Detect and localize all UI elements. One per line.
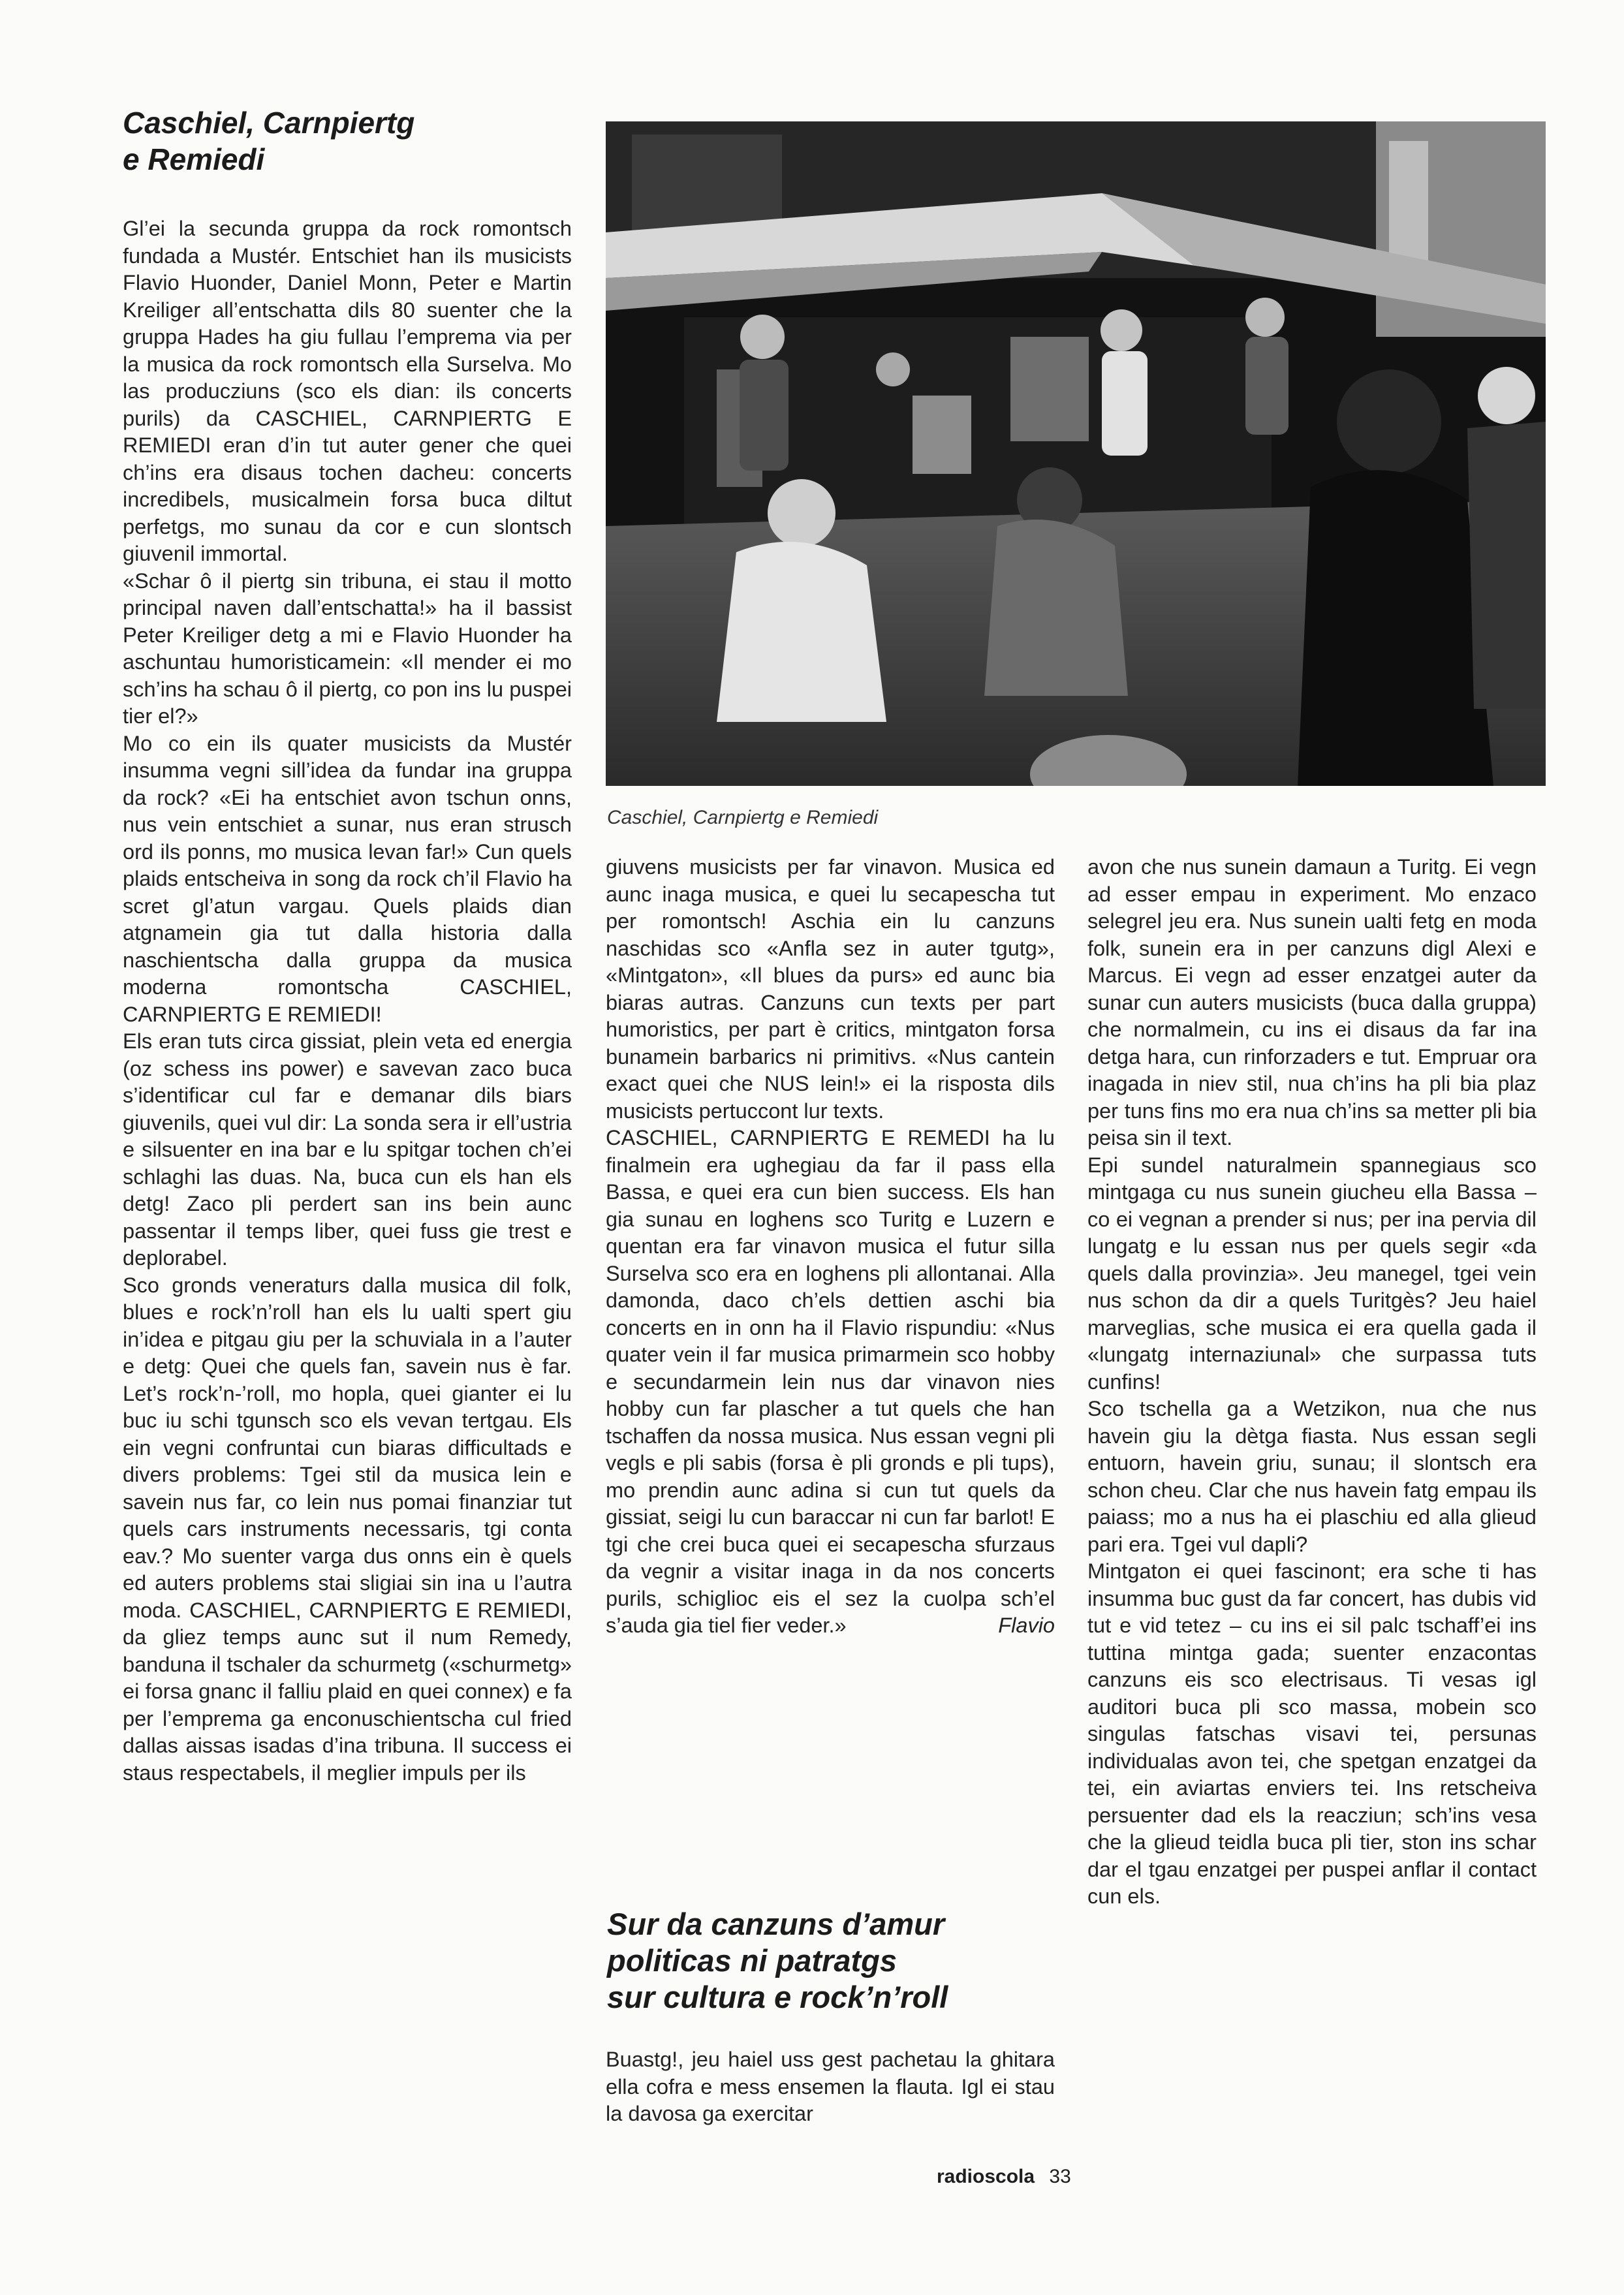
article-title — [123, 104, 462, 178]
paragraph: Gl’ei la secunda gruppa da rock romontsch fundada a Mustér. Entschiet han ils musicists Flavio Huonder, Daniel Monn, Peter e Martin Kreiliger all’entschatta dils 80 suenter che la gruppa Hades ha giu fullau l’emprema via per la musica da rock romontsch ella Surselva. Mo las producziuns (sco els dian: ils concerts purils) da CASCHIEL, CARNPIERTG E REMIEDI eran d’in tut auter gener che quei ch’ins era disaus tochen dacheu: concerts incredibels, musicalmein forsa buca diltut perfetgs, mo sunau da cor e cun slontsch giuvenil immortal. — [123, 217, 572, 565]
article-2-title — [607, 1906, 999, 2016]
paragraph-text: CASCHIEL, CARNPIERTG E REMEDI ha lu finalmein era ughegiau da far il pass ella Bassa, e quei era cun bien success. Els han gia sunau en loghens sco Turitg e Luzern e quentan era far vinavon musica el futur silla Surselva sco era en loghens pli allontanai. Alla damonda, daco ch’els dettien aschi bia concerts en in onn ha il Flavio rispundiu: «Nus quater vein il far musica primarmein sco hobby e secundarmein lein nus dar vinavon nies hobby cun far plascher a tut quels che han tschaffen da nossa musica. Nus essan vegni pli vegls e pli sabis (forsa è pli gronds e pli tups), mo prendin aunc adina si cun tut quels da gissiat, seigi lu cun baraccar ni cun far barlot! E tgi che crei buca quei ei secapescha sfurzaus da vegnir a visitar inaga in da nos concerts purils, schiglioc eis el sez la cuolpa sch’el s’auda gia tiel fier veder.» — [606, 1126, 1055, 1637]
paragraph: Mo co ein ils quater musicists da Mustér insumma vegni sill’idea da fundar ina gruppa da rock? «Ei ha entschiet avon tschun onns, nus vein entschiet a sunar, nus eran strusch ord ils ponns, mo musica levan far!» Cun quels plaids entscheiva in song da rock ch’il Flavio ha scret gl’atun vargau. Quels plaids dian atgnamein gia tut dalla historia dalla naschientscha dalla gruppa da musica moderna romontscha CASCHIEL, CARNPIERTG E REMIEDI! — [123, 731, 572, 1026]
article-2-intro — [606, 2046, 1055, 2128]
concert-photo — [606, 121, 1546, 786]
photo-caption: Caschiel, Carnpiertg e Remiedi — [607, 807, 879, 828]
article-2-title-line3: sur cultura e rock’n’roll — [607, 1980, 948, 2014]
paragraph: Sco gronds veneraturs dalla musica dil folk, blues e rock’n’roll han els lu ualti spert giu in’idea e pitgau giu per la schuviala in a l’auter e detg: Quei che quels fan, savein nus è far. Let’s rock’n-’roll, mo hopla, quei gianter ei lu buc iu schi tgunsch sco els vevan tertgau. Els ein vegni confruntai cun biaras difficultads e divers problems: Tgei stil da musica lein e savein nus far, co lein nus pomai finanziar tut quels cars instruments necessaris, tgi conta eav.? Mo suenter varga dus onns ein è quels ed auters problems stai sligiai sin ina u l’autra moda. CASCHIEL, CARNPIERTG E REMIEDI, da gliez temps aunc sut il num Remedy, banduna il tschaler da schurmetg («schurmetg» ei forsa gnanc il falliu plaid en quei connex) e fa per l’emprema ga enconuschientscha cul fried dallas aissas isadas d’ina tribuna. Il success ei staus respectabels, il meglier impuls per ils — [123, 1273, 572, 1785]
author-signature: Flavio — [998, 1614, 1055, 1637]
paragraph: Buastg!, jeu haiel uss gest pachetau la ghitara ella cofra e mess ensemen la flauta. Igl ei stau la davosa ga exercitar — [606, 2048, 1055, 2125]
article-column-1 — [123, 215, 572, 1787]
paragraph: Mintgaton ei quei fascinont; era sche ti has insumma buc gust da far concert, has dubis vid tut e vid tetez – cu ins ei sil palc tschaff’ei ins tuttina mintga gada; suenter enzacontas canzuns eis sco electrisaus. Ti vesas igl auditori buca pli sco massa, mobein sco singulas fatschas visavi tei, persunas individualas avon tei, che spetgan enzatgei da tei, ein aviartas enviers tei. Ins retscheiva persuenter dad els la reacziun; sch’ins vesa che la glieud teidla buca pli tier, ston ins schar dar el tgau enzatgei per puspei anflar il contact cun els. — [1087, 1559, 1537, 1908]
article-2-title-line1: Sur da canzuns d’amur — [607, 1907, 945, 1941]
article-2-title-line2: politicas ni patratgs — [607, 1943, 897, 1978]
paragraph: Sco tschella ga a Wetzikon, nua che nus havein giu la dètga fiasta. Nus essan segli entuorn, havein griu, sunau; il slontsch era schon cheu. Clar che nus havein fatg empau ils paiass; mo a nus ha ei plaschiu ed alla glieud pari era. Tgei vul dapli? — [1087, 1397, 1537, 1556]
page-footer — [937, 2166, 1071, 2188]
paragraph — [606, 1125, 1055, 1640]
paragraph: giuvens musicists per far vinavon. Musica ed aunc inaga musica, e quei lu secapescha tut per romontsch! Aschia ein lu canzuns naschidas sco «Anfla sez in auter tgutg», «Mintgaton», «Il blues da purs» ed aunc bia biaras autras. Canzuns cun texts per part humoristics, per part è critics, mintgaton forsa bunamein barbarics ni primitivs. «Nus cantein exact quei che NUS lein!» ei la risposta dils musicists pertuccont lur texts. — [606, 855, 1055, 1123]
article-title-line2: e Remiedi — [123, 142, 265, 176]
publication-name: radioscola — [937, 2166, 1035, 2187]
paragraph: avon che nus sunein damaun a Turitg. Ei vegn ad esser empau in experiment. Mo enzaco selegrel jeu era. Nus sunein ualti fetg en moda folk, sunein era in per canzuns digl Alexi e Marcus. Ei vegn ad esser enzatgei auter da sunar cun auters musicists (buca dalla gruppa) che normalmein, cu ins ei disaus da far ina detga hara, cun rinforzaders e tut. Empruar ora inagada in niev stil, nua ch’ins ha pli bia plaz per tuns fins mo era nua ch’ins sa metter pli bia peisa sin il text. — [1087, 855, 1537, 1149]
article-column-3 — [1087, 854, 1537, 1911]
concert-photo-image — [606, 121, 1546, 786]
page-number: 33 — [1049, 2166, 1071, 2187]
paragraph: Epi sundel naturalmein spannegiaus sco mintgaga cu nus sunein giucheu ella Bassa – co ei vegnan a prender si nus; per ina pervia dil lungatg e lu essan nus per quels segir «da quels dalla provinzia». Jeu manegel, tgei vein nus schon da dir a quels Turitgès? Jeu haiel marveglias, sche musica ei era quella gada il «lungatg internaziunal» che surpassa tuts cunfins! — [1087, 1153, 1537, 1394]
article-column-2 — [606, 854, 1055, 1640]
paragraph: «Schar ô il piertg sin tribuna, ei stau il motto principal naven dall’entschatta!» ha il bassist Peter Kreiliger detg a mi e Flavio Huonder ha aschuntau humoristicamein: «Il mender ei mo sch’ins ha schau ô il piertg, co pon ins lu puspei tier el?» — [123, 569, 572, 728]
paragraph: Els eran tuts circa gissiat, plein veta ed energia (oz schess ins power) e savevan zaco buca s’identificar cul far e demanar dils biars giuvenils, quei vul dir: La sonda sera ir ell’ustria e silsuenter en ina bar e lu spitgar tochen ch’ei schlaghi las duas. Na, buca cun els han els detg! Zaco pli perdert san ins bein aunc passentar il temps liber, quei fuss gie trest e deplorabel. — [123, 1029, 572, 1270]
article-title-line1: Caschiel, Carnpiertg — [123, 106, 415, 140]
